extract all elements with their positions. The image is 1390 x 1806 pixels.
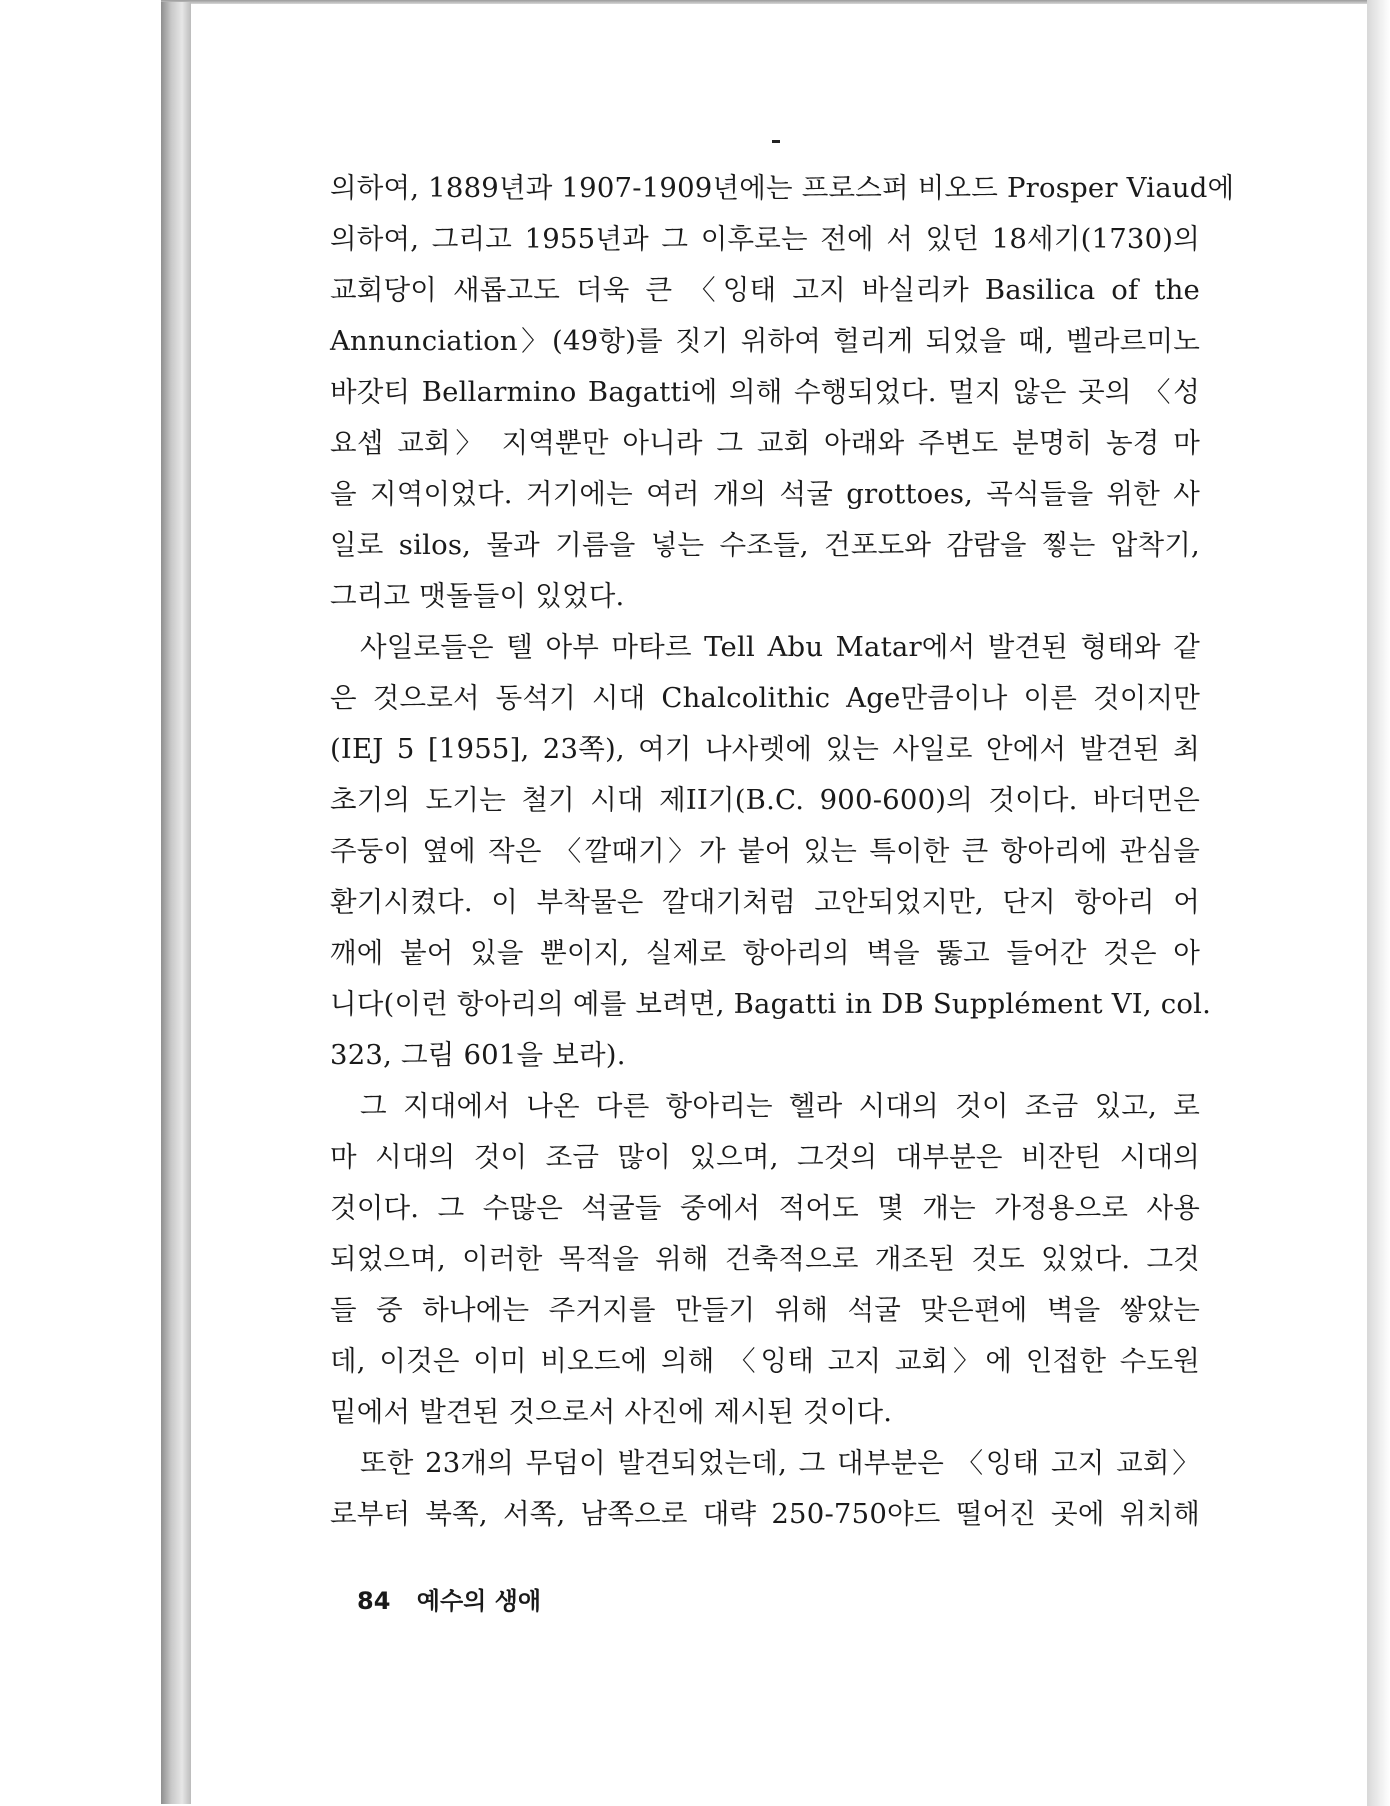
body-text xyxy=(330,163,1235,1540)
text-line: 초기의 도기는 철기 시대 제II기(B.C. 900-600)의 것이다. 바더먼은 xyxy=(330,784,1200,816)
text-line: 교회당이 새롭고도 더욱 큰 〈잉태 고지 바실리카 Basilica of the xyxy=(330,274,1200,306)
text-line: 깨에 붙어 있을 뿐이지, 실제로 항아리의 벽을 뚫고 들어간 것은 아 xyxy=(330,937,1200,969)
text-line: 그 지대에서 나온 다른 항아리는 헬라 시대의 것이 조금 있고, 로 xyxy=(360,1090,1200,1122)
text-line: 323, 그림 601을 보라). xyxy=(330,1039,626,1071)
text-line: Annunciation〉(49항)를 짓기 위하여 헐리게 되었을 때, 벨라르미노 xyxy=(330,325,1200,357)
paragraph-1 xyxy=(330,163,1235,622)
text-line: 환기시켰다. 이 부착물은 깔대기처럼 고안되었지만, 단지 항아리 어 xyxy=(330,886,1200,918)
book-spine-edge xyxy=(161,2,191,1804)
text-line: 을 지역이었다. 거기에는 여러 개의 석굴 grottoes, 곡식들을 위한 사 xyxy=(330,478,1200,510)
page-right-shadow xyxy=(1367,0,1390,1806)
text-line: 주둥이 옆에 작은 〈깔때기〉가 붙어 있는 특이한 큰 항아리에 관심을 xyxy=(330,835,1200,867)
text-line: 사일로들은 텔 아부 마타르 Tell Abu Matar에서 발견된 형태와 같 xyxy=(360,631,1200,663)
text-line: 것이다. 그 수많은 석굴들 중에서 적어도 몇 개는 가정용으로 사용 xyxy=(330,1192,1200,1224)
text-line: 일로 silos, 물과 기름을 넣는 수조들, 건포도와 감람을 찧는 압착기, xyxy=(330,529,1200,561)
text-line: 되었으며, 이러한 목적을 위해 건축적으로 개조된 것도 있었다. 그것 xyxy=(330,1243,1200,1275)
text-line: 마 시대의 것이 조금 많이 있으며, 그것의 대부분은 비잔틴 시대의 xyxy=(330,1141,1200,1173)
text-line: 의하여, 그리고 1955년과 그 이후로는 전에 서 있던 18세기(1730)의 xyxy=(330,223,1200,255)
paragraph-2 xyxy=(330,622,1212,1081)
text-line: 바갓티 Bellarmino Bagatti에 의해 수행되었다. 멀지 않은 곳의 〈성 xyxy=(330,376,1200,408)
text-line: 밑에서 발견된 것으로서 사진에 제시된 것이다. xyxy=(330,1396,893,1428)
text-line: (IEJ 5 [1955], 23쪽), 여기 나사렛에 있는 사일로 안에서 발견된 최 xyxy=(330,733,1200,765)
text-line: 니다(이런 항아리의 예를 보려면, Bagatti in DB Supplément VI, col. xyxy=(330,988,1212,1020)
paragraph-3 xyxy=(330,1081,1200,1438)
text-line: 데, 이것은 이미 비오드에 의해 〈잉태 고지 교회〉에 인접한 수도원 xyxy=(330,1345,1200,1377)
text-line: 은 것으로서 동석기 시대 Chalcolithic Age만큼이나 이른 것이지만 xyxy=(330,682,1200,714)
running-title: 예수의 생애 xyxy=(416,1587,542,1615)
text-line: 그리고 맷돌들이 있었다. xyxy=(330,580,625,612)
page-number: 84 xyxy=(357,1587,391,1615)
page-footer xyxy=(357,1581,541,1616)
text-line: 로부터 북쪽, 서쪽, 남쪽으로 대략 250-750야드 떨어진 곳에 위치해 xyxy=(330,1498,1200,1530)
text-line: 들 중 하나에는 주거지를 만들기 위해 석굴 맞은편에 벽을 쌓았는 xyxy=(330,1294,1200,1326)
text-line: 요셉 교회〉 지역뿐만 아니라 그 교회 아래와 주변도 분명히 농경 마 xyxy=(330,427,1200,459)
text-line: 또한 23개의 무덤이 발견되었는데, 그 대부분은 〈잉태 고지 교회〉 xyxy=(360,1447,1200,1479)
page-top-mark xyxy=(772,140,780,143)
text-line: 의하여, 1889년과 1907-1909년에는 프로스퍼 비오드 Prosper Viaud에 xyxy=(330,172,1235,204)
paragraph-4 xyxy=(330,1438,1200,1540)
